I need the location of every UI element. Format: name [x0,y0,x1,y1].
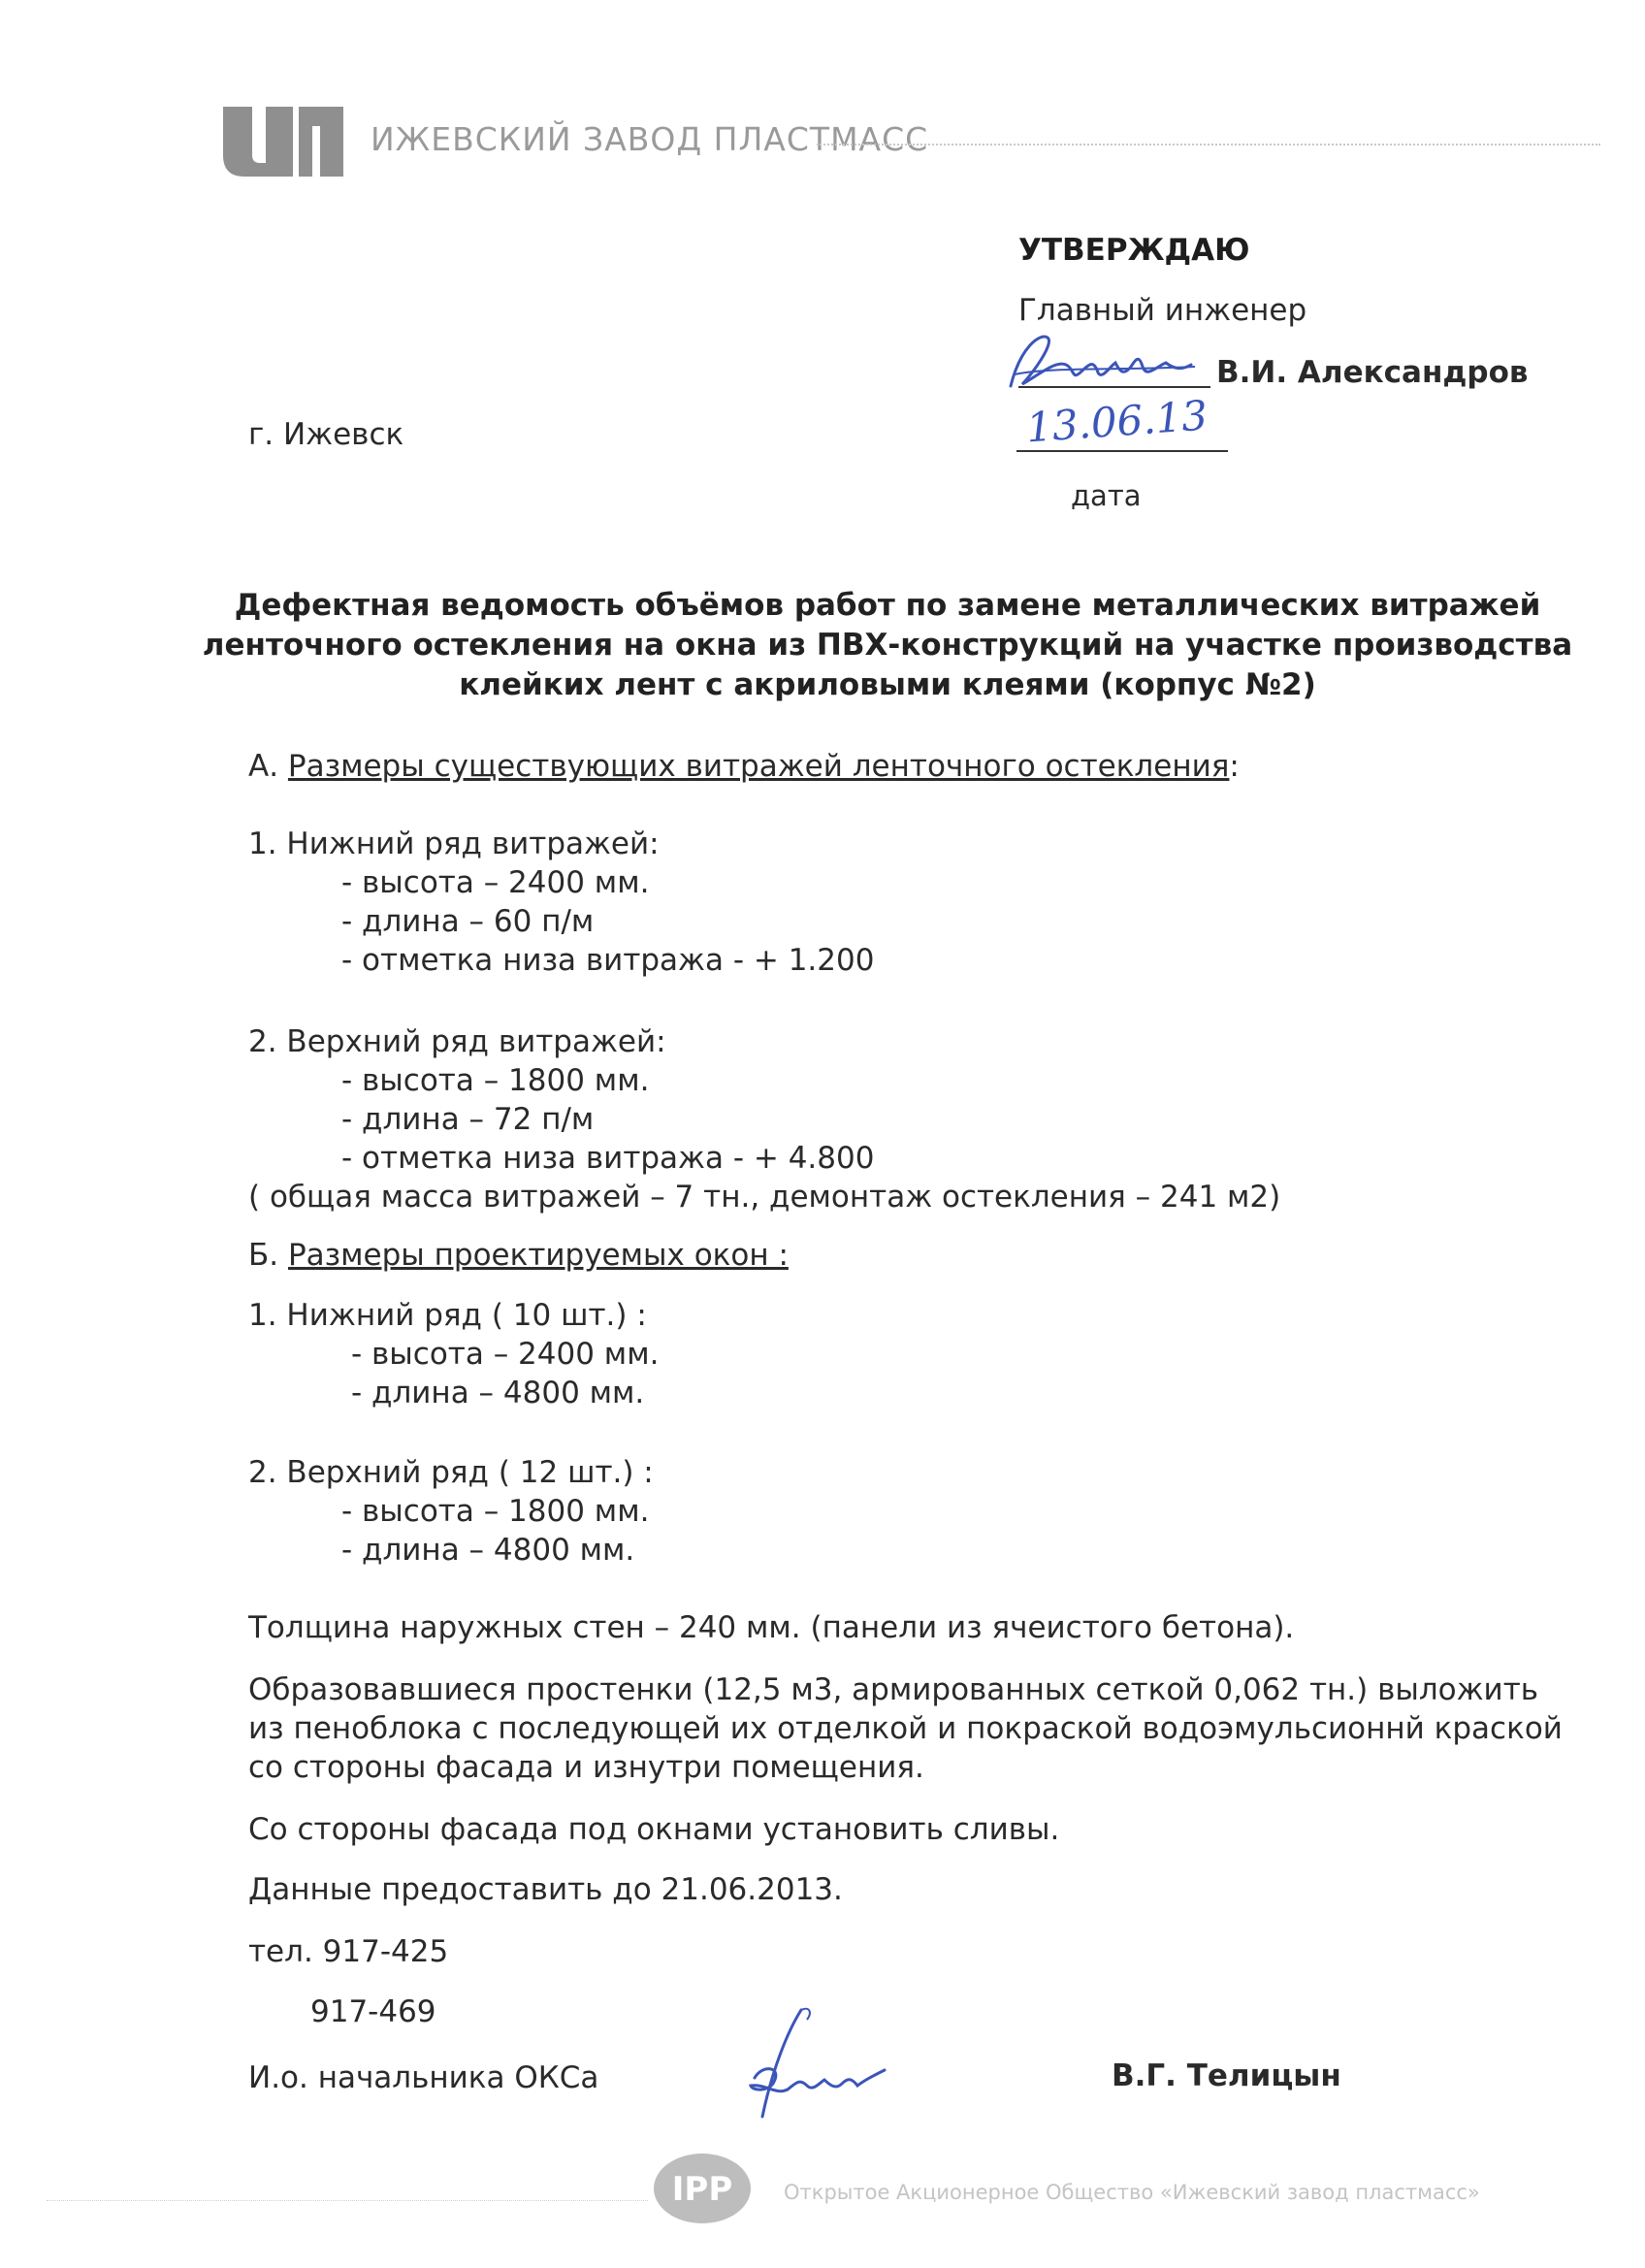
footer-logo-letters: IPP [671,2170,733,2209]
chief-engineer-name: В.И. Александров [1216,355,1529,390]
section-a-heading: А. Размеры существующих витражей ленточного остекления: [248,749,1240,784]
signatory-name: В.Г. Телицын [1112,2058,1341,2093]
planned-lower-row-label: 1. Нижний ряд ( 10 шт.) : [248,1298,647,1333]
approver-position: Главный инженер [1018,293,1307,328]
existing-upper-mark: - отметка низа витража - + 4.800 [341,1141,875,1176]
city: г. Ижевск [248,417,404,452]
planned-lower-height: - высота – 2400 мм. [351,1337,660,1372]
piers-text-line: из пеноблока с последующей их отделкой и покраской водоэмульсионнй краской [248,1711,1563,1746]
existing-upper-height: - высота – 1800 мм. [341,1063,650,1098]
date-line [1016,450,1228,452]
drains-text: Со стороны фасада под окнами установить сливы. [248,1812,1060,1847]
title-line: клейких лент с акриловыми клеями (корпус №2) [459,667,1316,702]
footer-divider [47,2200,648,2201]
handwritten-date: 13.06.13 [1024,391,1210,452]
piers-text-line: со стороны фасада и изнутри помещения. [248,1750,924,1785]
footer-text: Открытое Акционерное Общество «Ижевский завод пластмасс» [784,2181,1480,2204]
existing-lower-row-label: 1. Нижний ряд витражей: [248,826,660,861]
existing-note: ( общая масса витражей – 7 тн., демонтаж остекления – 241 м2) [248,1180,1281,1215]
signatory-signature [694,2002,908,2128]
existing-upper-row-label: 2. Верхний ряд витражей: [248,1024,666,1059]
section-b-heading-text: Размеры проектируемых окон : [287,1238,789,1273]
signatory-position: И.о. начальника ОКСа [248,2060,599,2095]
document-title [194,586,1581,705]
company-logo [215,103,347,180]
planned-upper-length: - длина – 4800 мм. [341,1533,635,1568]
deadline-text: Данные предоставить до 21.06.2013. [248,1872,843,1907]
title-line: Дефектная ведомость объёмов работ по замене металлических витражей [234,588,1541,623]
existing-lower-mark: - отметка низа витража - + 1.200 [341,943,875,978]
company-name: ИЖЕВСКИЙ ЗАВОД ПЛАСТМАСС [371,120,929,158]
planned-lower-length: - длина – 4800 мм. [351,1376,645,1410]
signature-line [1018,386,1210,388]
existing-upper-length: - длина – 72 п/м [341,1102,595,1137]
title-line: ленточного остекления на окна из ПВХ-конструкций на участке производства [202,628,1573,663]
phone-primary: тел. 917-425 [248,1934,449,1969]
phone-secondary: 917-469 [310,1994,436,2029]
section-a-heading-text: Размеры существующих витражей ленточного остекления [287,749,1230,784]
letterhead-divider [817,144,1600,146]
footer-logo [652,2152,753,2225]
existing-lower-height: - высота – 2400 мм. [341,865,650,900]
piers-text-line: Образовавшиеся простенки (12,5 м3, армированных сеткой 0,062 тн.) выложить [248,1672,1539,1707]
approval-label: УТВЕРЖДАЮ [1018,233,1250,268]
planned-upper-row-label: 2. Верхний ряд ( 12 шт.) : [248,1455,654,1490]
date-label: дата [1071,479,1142,512]
section-b-heading: Б. Размеры проектируемых окон : [248,1238,789,1273]
existing-lower-length: - длина – 60 п/м [341,904,595,939]
planned-upper-height: - высота – 1800 мм. [341,1494,650,1529]
wall-thickness: Толщина наружных стен – 240 мм. (панели из ячеистого бетона). [248,1610,1295,1645]
